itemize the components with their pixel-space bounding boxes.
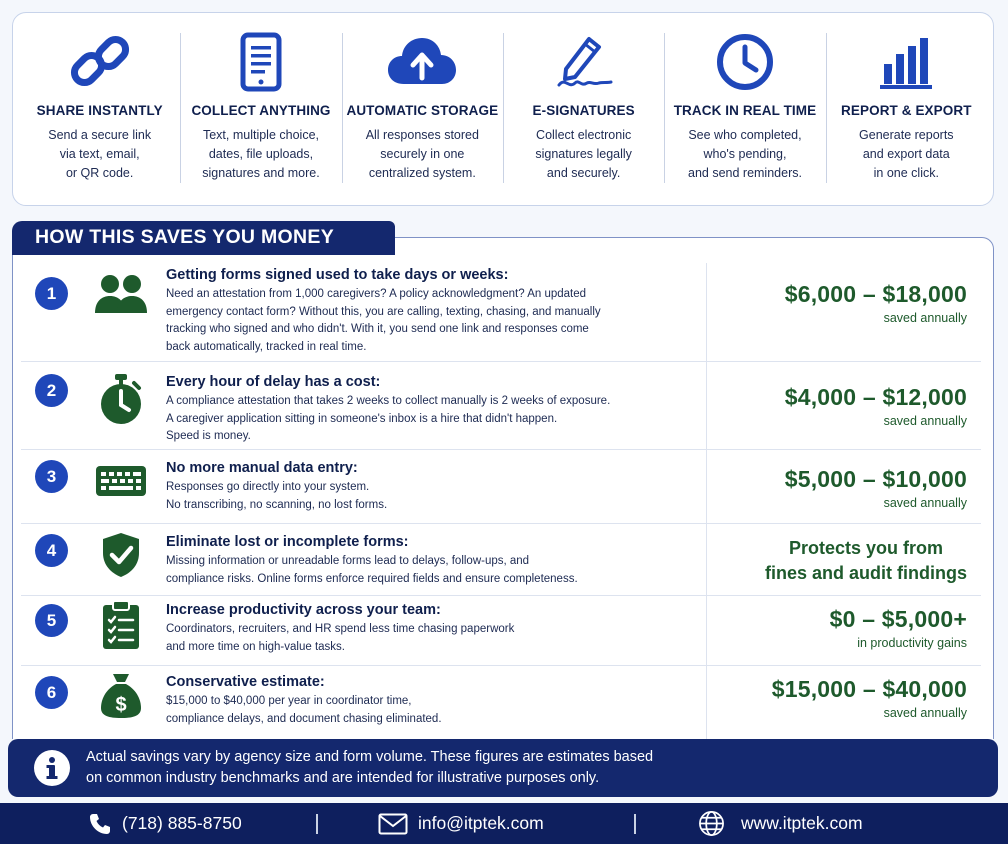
row-divider — [706, 524, 707, 595]
row-title: Conservative estimate: — [166, 674, 325, 690]
row-desc: Responses go directly into your system. No transcribing, no scanning, no lost forms. — [166, 481, 388, 511]
row-number-badge: 6 — [35, 676, 68, 709]
savings-sub: in productivity gains — [857, 636, 967, 650]
contact-footer — [0, 803, 1008, 844]
cloud-upload-icon — [382, 31, 462, 93]
row-title: Every hour of delay has a cost: — [166, 374, 381, 390]
row-number-badge: 2 — [35, 374, 68, 407]
row-divider — [706, 263, 707, 361]
row-text — [166, 267, 686, 356]
row-value — [765, 536, 967, 586]
row-text — [166, 674, 686, 728]
feature-track-real-time — [664, 31, 825, 205]
savings-row — [21, 523, 981, 595]
row-value — [772, 676, 967, 720]
feature-title: COLLECT ANYTHING — [191, 103, 331, 118]
savings-amount: $4,000 – $12,000 — [784, 384, 967, 410]
footer-separator — [634, 814, 636, 834]
row-divider — [706, 666, 707, 739]
features-panel — [12, 12, 994, 206]
bar-chart-icon — [866, 31, 946, 93]
row-number-badge: 5 — [35, 604, 68, 637]
email-address: info@itptek.com — [418, 813, 544, 833]
feature-title: E-SIGNATURES — [532, 103, 635, 118]
feature-desc: Send a secure link via text, email, or QR code. — [48, 128, 152, 180]
feature-report-export — [826, 31, 987, 205]
phone-icon — [88, 812, 112, 836]
row-text — [166, 534, 686, 588]
row-divider — [706, 362, 707, 449]
savings-row — [21, 449, 981, 523]
feature-title: TRACK IN REAL TIME — [673, 103, 817, 118]
phone-number: (718) 885-8750 — [122, 813, 242, 833]
feature-title: AUTOMATIC STORAGE — [346, 103, 499, 118]
savings-amount: $0 – $5,000+ — [829, 606, 967, 632]
feature-collect-anything — [180, 31, 341, 205]
row-number-badge: 1 — [35, 277, 68, 310]
footer-separator — [316, 814, 318, 834]
row-value — [785, 281, 967, 325]
row-number-badge: 4 — [35, 534, 68, 567]
row-text — [166, 374, 686, 446]
row-desc: $15,000 to $40,000 per year in coordinator time, compliance delays, and document chasing eliminated. — [166, 695, 442, 725]
globe-icon — [698, 810, 725, 837]
row-text — [166, 602, 686, 656]
feature-automatic-storage — [342, 31, 503, 205]
signature-pen-icon — [544, 31, 624, 93]
website-url: www.itptek.com — [741, 813, 863, 833]
feature-desc: Text, multiple choice, dates, file uploads, signatures and more. — [202, 128, 320, 180]
feature-desc: Generate reports and export data in one click. — [859, 128, 954, 180]
footer-website[interactable] — [698, 803, 863, 844]
row-divider — [706, 450, 707, 523]
savings-sub: saved annually — [883, 706, 967, 720]
savings-row — [21, 665, 981, 739]
link-icon — [60, 31, 140, 93]
feature-desc: All responses stored securely in one centralized system. — [365, 128, 479, 180]
savings-sub: saved annually — [883, 496, 967, 510]
savings-row — [21, 361, 981, 449]
row-divider — [706, 596, 707, 665]
info-icon — [34, 750, 70, 786]
keyboard-icon — [93, 456, 149, 506]
footer-email[interactable] — [378, 803, 544, 844]
disclaimer-text: Actual savings vary by agency size and form volume. These figures are estimates based on common industry benchmarks and are intended for illustrative purposes only. — [86, 749, 654, 786]
feature-desc: Collect electronic signatures legally and securely. — [535, 128, 632, 180]
footer-phone[interactable] — [88, 803, 242, 844]
row-number-badge: 3 — [35, 460, 68, 493]
feature-share-instantly — [19, 31, 180, 205]
row-title: No more manual data entry: — [166, 460, 358, 476]
row-desc: A compliance attestation that takes 2 weeks to collect manually is 2 weeks of exposure. A caregiver application sitting in someone's inbox is a hire that didn't happen. Speed is money. — [166, 395, 611, 442]
savings-sub: saved annually — [883, 414, 967, 428]
savings-row — [21, 263, 981, 361]
row-title: Getting forms signed used to take days or weeks: — [166, 267, 509, 283]
people-icon — [93, 269, 149, 319]
feature-title: SHARE INSTANTLY — [36, 103, 163, 118]
row-value — [785, 466, 967, 510]
savings-amount: $5,000 – $10,000 — [784, 466, 967, 492]
row-desc: Missing information or unreadable forms lead to delays, follow-ups, and compliance risks. Online forms enforce required fields and ensure completeness. — [166, 555, 578, 585]
savings-amount: $6,000 – $18,000 — [784, 281, 967, 307]
savings-row — [21, 595, 981, 665]
row-text — [166, 460, 686, 514]
feature-e-signatures — [503, 31, 664, 205]
tablet-form-icon — [221, 31, 301, 93]
shield-check-icon — [93, 530, 149, 580]
clock-icon — [705, 31, 785, 93]
savings-amount: $15,000 – $40,000 — [771, 676, 967, 702]
disclaimer-banner — [8, 739, 998, 797]
savings-sub: saved annually — [883, 311, 967, 325]
section-heading: HOW THIS SAVES YOU MONEY — [12, 221, 395, 255]
row-title: Increase productivity across your team: — [166, 602, 441, 618]
envelope-icon — [378, 813, 408, 835]
row-title: Eliminate lost or incomplete forms: — [166, 534, 409, 550]
row-desc: Coordinators, recruiters, and HR spend less time chasing paperwork and more time on high-value tasks. — [166, 623, 515, 653]
feature-title: REPORT & EXPORT — [841, 103, 972, 118]
row-desc: Need an attestation from 1,000 caregivers? A policy acknowledgment? An updated emergency contact form? Without this, you are calling, texting, chasing, and manually tracking who signed and who didn't. With it, you send one link and responses come back automatically, tracked in real time. — [166, 288, 601, 353]
money-bag-icon — [93, 670, 149, 720]
clipboard-checklist-icon — [93, 600, 149, 650]
savings-panel — [12, 237, 994, 739]
protect-line-2: fines and audit findings — [765, 563, 967, 583]
stopwatch-icon — [93, 374, 149, 424]
svg-text:$: $ — [115, 694, 127, 716]
feature-desc: See who completed, who's pending, and send reminders. — [688, 128, 802, 180]
protect-line-1: Protects you from — [788, 538, 944, 558]
row-value — [830, 606, 967, 650]
row-value — [785, 384, 967, 428]
